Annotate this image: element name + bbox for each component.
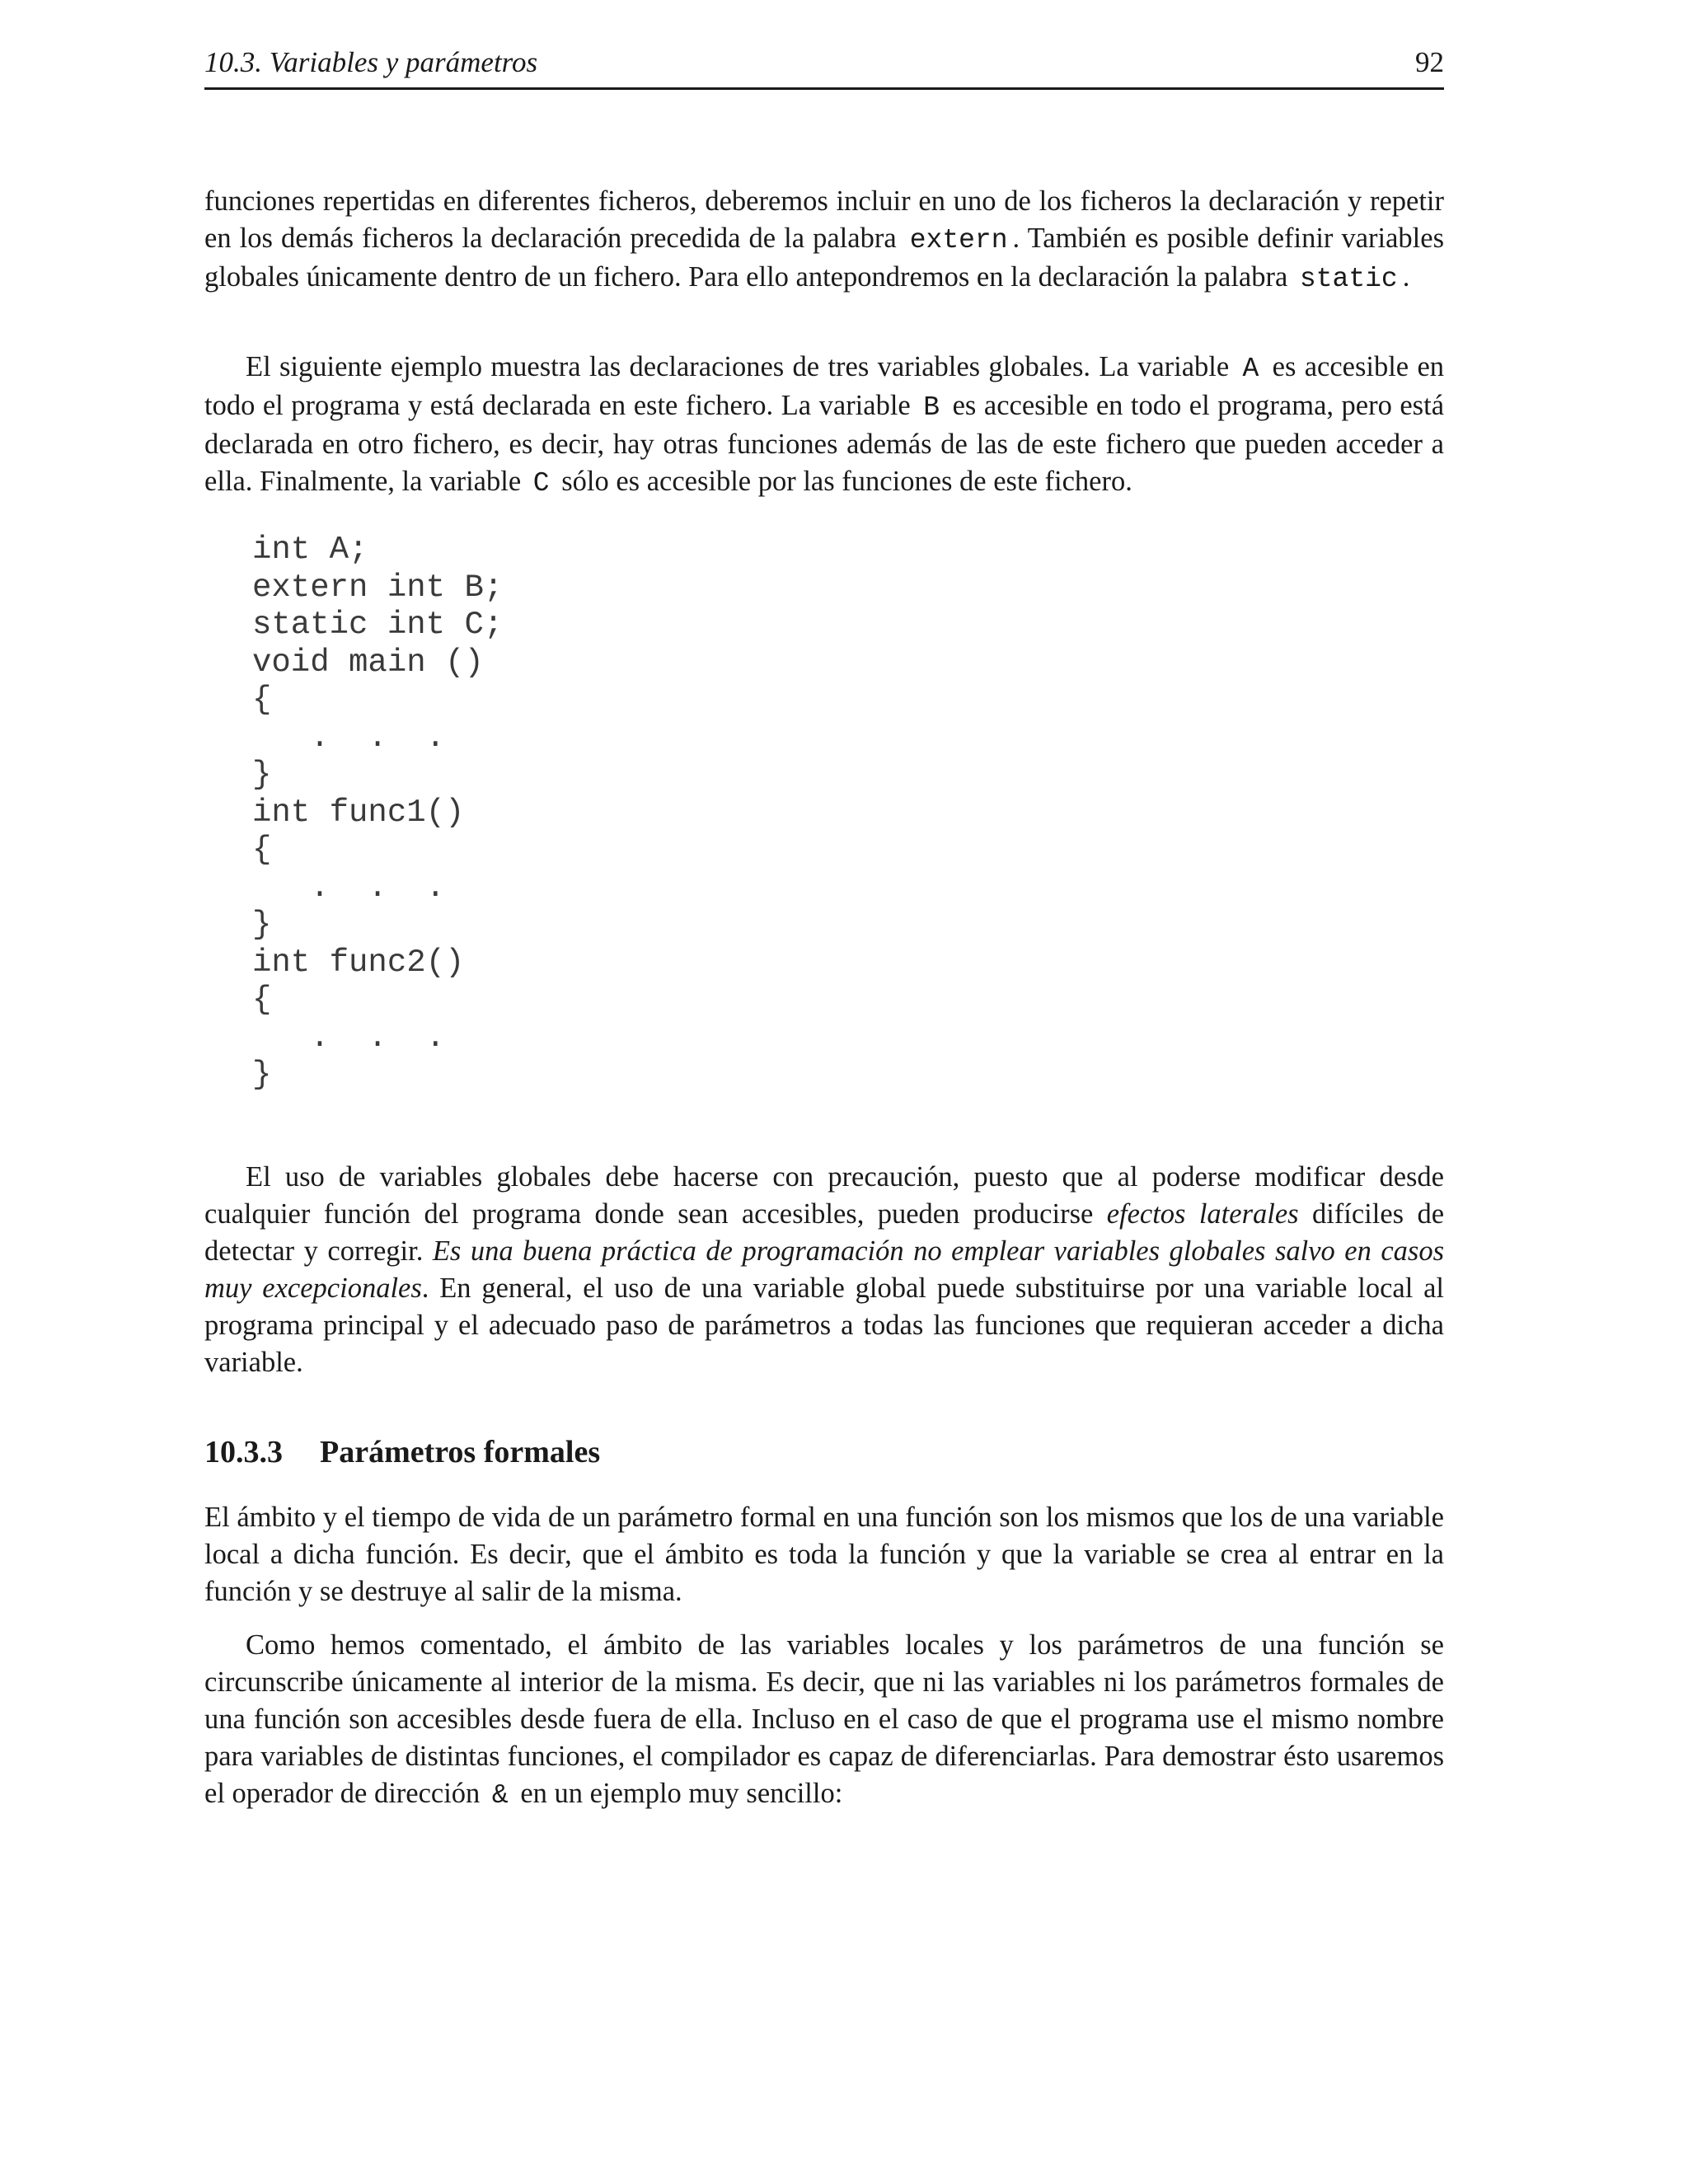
code-line: { (252, 682, 272, 718)
inline-code: & (491, 1780, 509, 1811)
code-line: } (252, 757, 272, 793)
code-line: . . . (252, 869, 446, 906)
paragraph-1: funciones repertidas en diferentes ficheros, deberemos incluir en uno de los ficheros la declaración y repetir en los demás ficheros la declaración precedida de la palabra extern . También es posible definir variables globales únicamente dentro de un fichero. Para ello antepondremos en la declaración la palabra static . (204, 185, 1444, 294)
paragraph-3: El uso de variables globales debe hacerse con precaución, puesto que al poderse modificar desde cualquier función del programa donde sean accesibles, pueden producirse efectos laterales difíciles de detectar y corregir. Es una buena práctica de programación no emplear variables globales salvo en casos muy excepcionales. En general, el uso de una variable global puede substituirse por una variable local al programa principal y el adecuado paso de parámetros a todas las funciones que requieran acceder a dicha variable. (204, 1161, 1445, 1378)
code-line: void main () (252, 644, 484, 681)
section-number: 10.3.3 (204, 1435, 283, 1469)
emphasis: Es una buena práctica de programación no emplear variables globales salvo en casos muy excepcionales (204, 1235, 1445, 1304)
code-line: . . . (252, 1019, 446, 1056)
emphasis: efectos laterales (1106, 1198, 1299, 1230)
page-number: 92 (1415, 46, 1444, 78)
paragraph-4: El ámbito y el tiempo de vida de un parámetro formal en una función son los mismos que los de una variable local a dicha función. Es decir, que el ámbito es toda la función y que la variable se crea al entrar en la función y se destruye al salir de la misma. (204, 1502, 1444, 1607)
inline-code: B (923, 392, 940, 423)
code-block (252, 532, 1492, 1094)
header-title: 10.3. Variables y parámetros (204, 46, 538, 78)
paragraph-5: Como hemos comentado, el ámbito de las variables locales y los parámetros de una función se circunscribe únicamente al interior de la misma. Es decir, que ni las variables ni los parámetros formales de una función son accesibles desde fuera de ella. Incluso en el caso de que el programa use el mismo nombre para variables de distintas funciones, el compilador es capaz de diferenciarlas. Para demostrar ésto usaremos el operador de dirección & en un ejemplo muy sencillo: (204, 1629, 1444, 1811)
code-line: } (252, 1057, 272, 1093)
code-line: int func2() (252, 944, 465, 981)
code-line: { (252, 832, 272, 868)
inline-code: static (1299, 264, 1398, 294)
section-title: Parámetros formales (320, 1435, 601, 1469)
code-line: { (252, 982, 272, 1018)
code-line: static int C; (252, 607, 504, 643)
running-header (204, 41, 1444, 90)
code-line: } (252, 907, 272, 943)
code-line: int A; (252, 532, 368, 568)
inline-code: C (532, 468, 550, 499)
section-heading (204, 1434, 1444, 1470)
code-line: extern int B; (252, 569, 504, 606)
inline-code: A (1242, 354, 1259, 384)
inline-code: extern (909, 225, 1008, 255)
code-line: int func1() (252, 794, 465, 831)
code-line: . . . (252, 719, 446, 756)
paragraph-2: El siguiente ejemplo muestra las declaraciones de tres variables globales. La variable A es accesible en todo el programa y está declarada en este fichero. La variable B es accesible en todo el programa, pero está declarada en otro fichero, es decir, hay otras funciones además de las de este fichero que pueden acceder a ella. Finalmente, la variable C sólo es accesible por las funciones de este fichero. (204, 351, 1445, 499)
